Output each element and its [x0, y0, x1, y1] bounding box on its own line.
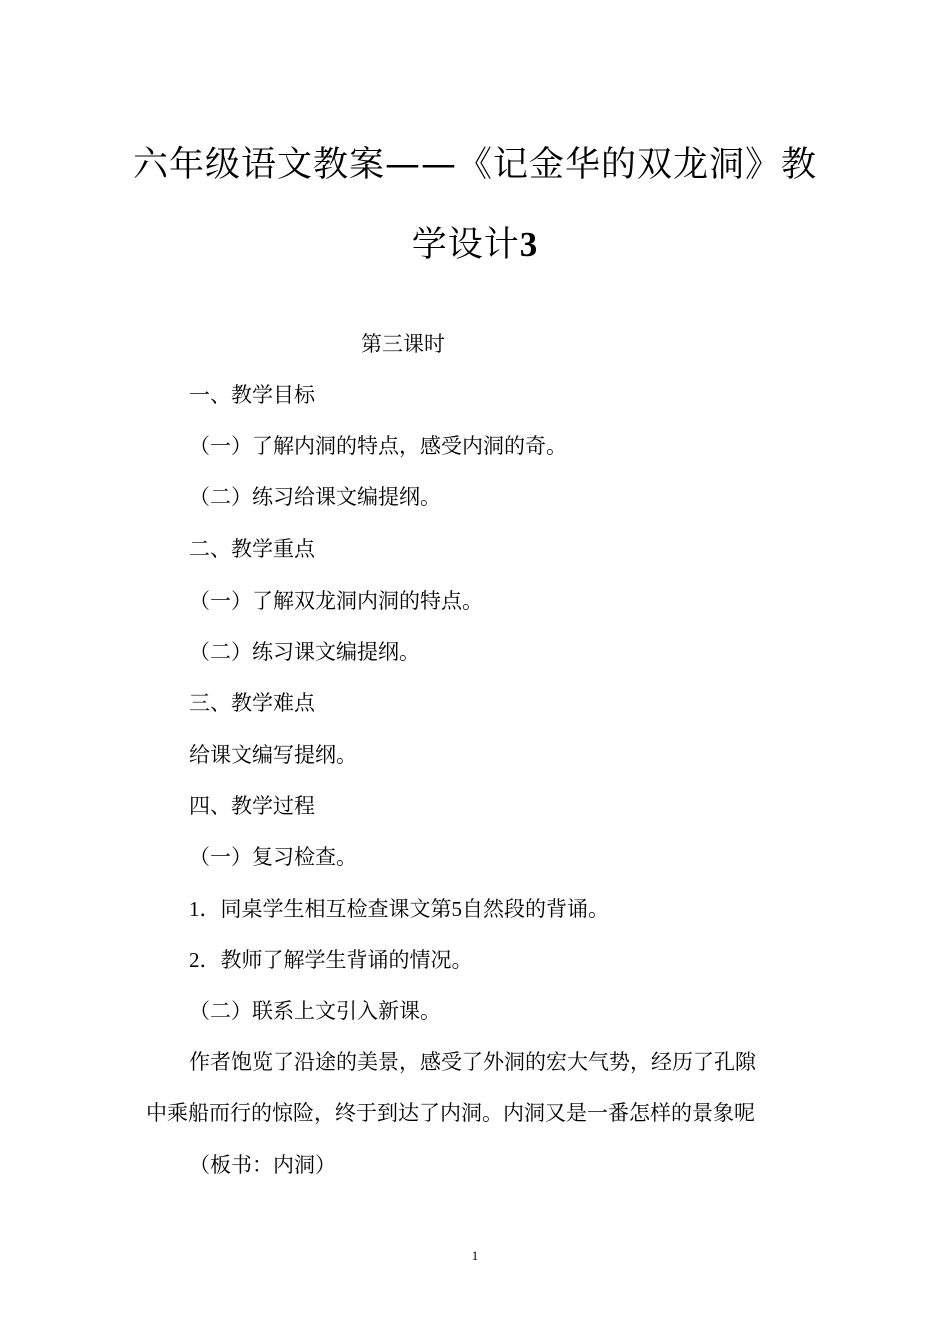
document-title-line-1: 六年级语文教案——《记金华的双龙洞》教 — [132, 145, 817, 186]
review-item-1-text-end: 自然段的背诵。 — [462, 897, 609, 921]
body-paragraph-line-2: 中乘船而行的惊险，终于到达了内洞。内洞又是一番怎样的景象呢 — [146, 1101, 755, 1125]
review-item-2 — [189, 945, 473, 975]
difficulty-item: 给课文编写提纲。 — [189, 743, 357, 767]
section-heading-objectives: 一、教学目标 — [189, 383, 315, 407]
review-item-1-number: 1 — [189, 897, 200, 921]
review-item-1-text: ．同桌学生相互检查课文第 — [199, 897, 452, 921]
objective-item-2: （二）练习给课文编提纲。 — [189, 485, 441, 509]
review-item-1 — [189, 894, 609, 924]
document-title-line-2-text: 学设计 — [411, 225, 520, 266]
review-item-2-number: 2 — [189, 948, 200, 972]
key-point-item-2: （二）练习课文编提纲。 — [189, 640, 420, 664]
objective-item-1: （一）了解内洞的特点，感受内洞的奇。 — [189, 434, 567, 458]
review-item-1-paragraph-number: 5 — [451, 897, 462, 921]
page-number: 1 — [471, 1248, 479, 1263]
document-title-line-2 — [0, 223, 950, 267]
document-title-line-2-number: 3 — [519, 225, 539, 265]
blackboard-note: （板书：内洞） — [189, 1153, 336, 1177]
lesson-period-heading: 第三课时 — [361, 332, 445, 356]
section-heading-key-points: 二、教学重点 — [189, 537, 315, 561]
review-item-2-text: ．教师了解学生背诵的情况。 — [199, 948, 473, 972]
section-heading-process: 四、教学过程 — [189, 794, 315, 818]
process-step-introduce: （二）联系上文引入新课。 — [189, 999, 441, 1023]
key-point-item-1: （一）了解双龙洞内洞的特点。 — [189, 589, 483, 613]
body-paragraph-line-1: 作者饱览了沿途的美景，感受了外洞的宏大气势，经历了孔隙 — [189, 1050, 756, 1074]
process-step-review: （一）复习检查。 — [189, 845, 357, 869]
section-heading-difficulties: 三、教学难点 — [189, 691, 315, 715]
